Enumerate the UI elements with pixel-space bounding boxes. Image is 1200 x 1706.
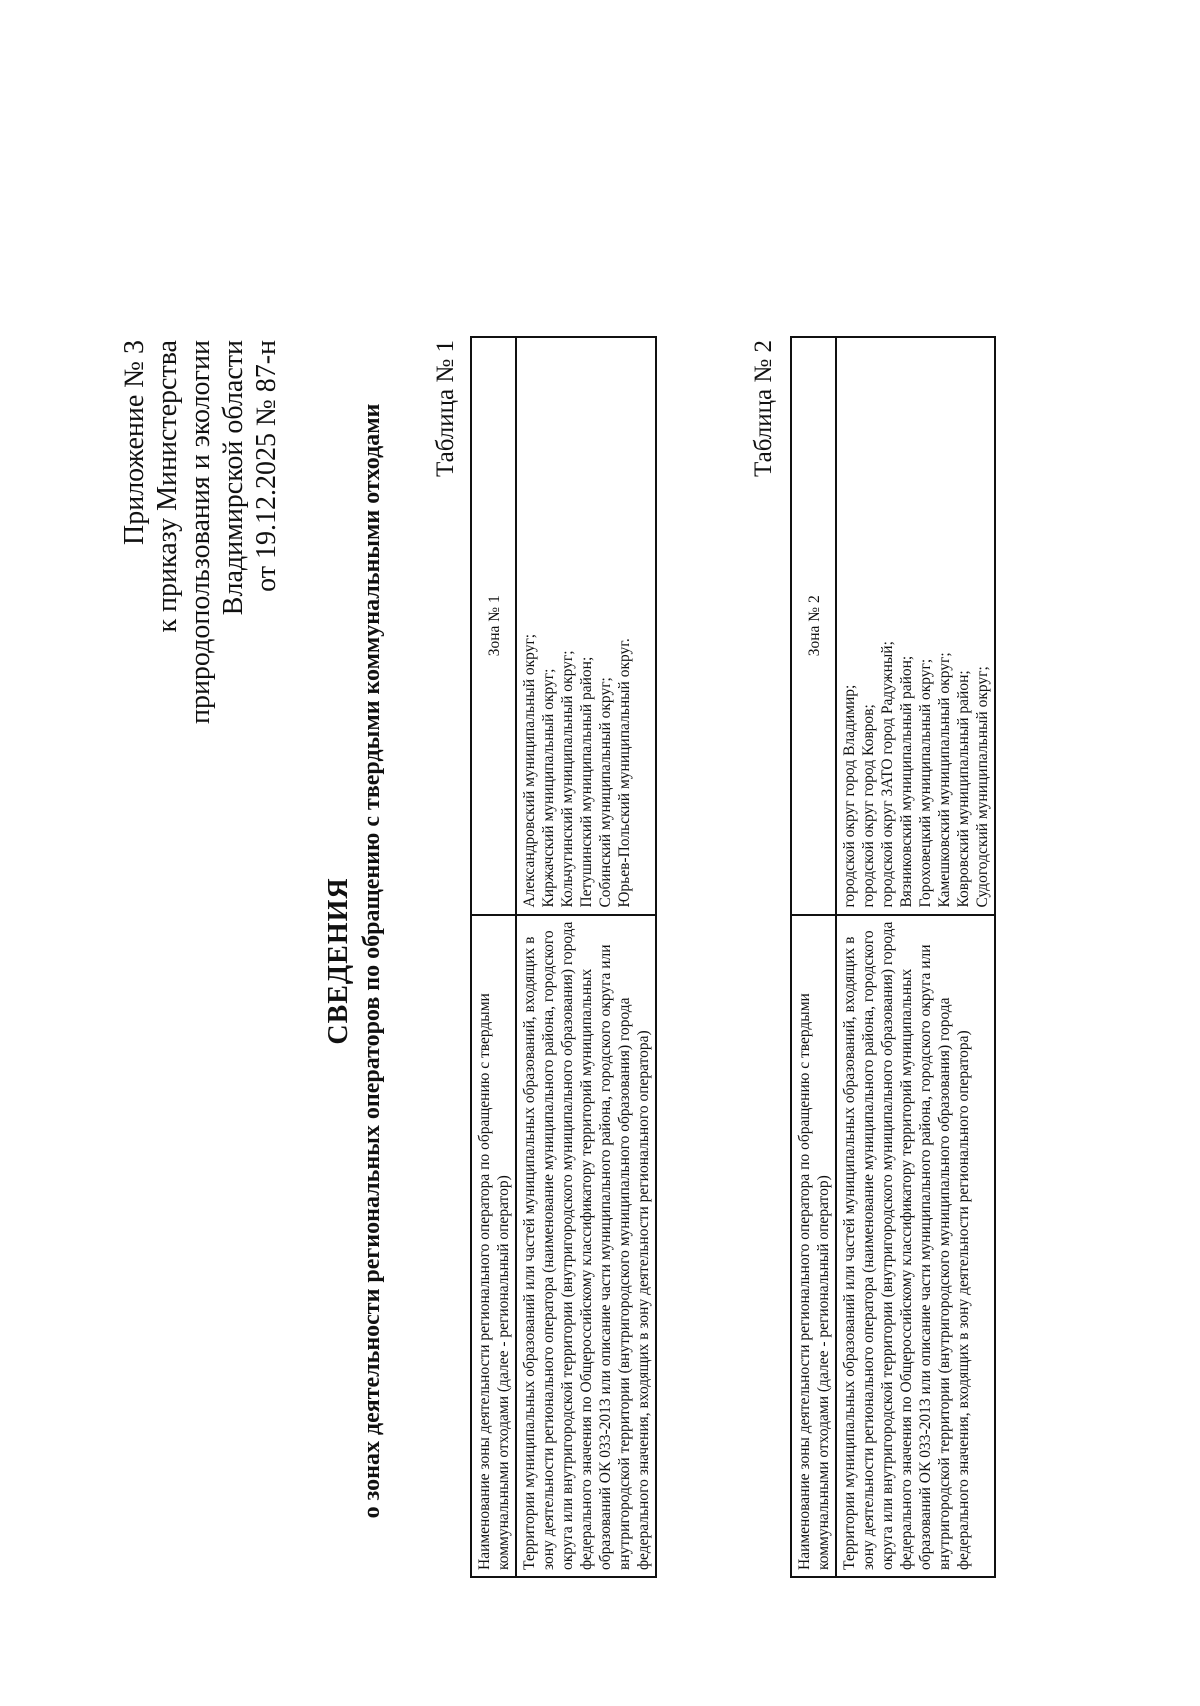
- appendix-line: природопользования и экологии: [185, 340, 216, 725]
- territory-item: Кольчугинский муниципальный округ;: [559, 650, 576, 908]
- table2-caption: Таблица № 2: [750, 340, 777, 478]
- cell-line: зону деятельности регионального оператора (наименование муниципального района, городского: [540, 930, 557, 1570]
- table-row: [516, 337, 656, 1577]
- cell-line: федерального значения по Общероссийскому классификатору территорий муниципальных: [578, 968, 595, 1570]
- cell-line: коммунальными отходами (далее - региональный оператор): [815, 1175, 832, 1570]
- territory-label-cell: [836, 915, 995, 1577]
- territory-item: Киржачский муниципальный округ;: [540, 668, 557, 908]
- table1-caption: Таблица № 1: [432, 340, 459, 478]
- zone-name-cell: Зона № 1: [471, 337, 516, 915]
- territory-item: городской округ город Владимир;: [841, 684, 858, 908]
- territory-item: Александровский муниципальный округ;: [521, 633, 538, 908]
- territory-item: Юрьев-Польский муниципальный округ.: [616, 638, 633, 908]
- cell-line: внутригородской территории (внутригородского муниципального образования) города: [616, 997, 633, 1570]
- cell-line: Наименование зоны деятельности регионального оператора по обращению с твердыми: [476, 993, 493, 1570]
- cell-line: федерального значения, входящих в зону деятельности регионального оператора): [635, 1030, 652, 1570]
- territory-item: городской округ город Ковров;: [860, 704, 877, 908]
- table-row: [791, 337, 836, 1577]
- cell-line: Территории муниципальных образований или частей муниципальных образований, входящих в: [841, 936, 858, 1570]
- document-title: СВЕДЕНИЯ: [323, 877, 354, 1045]
- cell-line: образований ОК 033-2013 или описание части муниципального района, городского округа или: [597, 944, 614, 1570]
- territory-list-cell: [836, 337, 995, 915]
- territory-list-cell: [516, 337, 656, 915]
- cell-line: Территории муниципальных образований или частей муниципальных образований, входящих в: [521, 936, 538, 1570]
- cell-line: коммунальными отходами (далее - региональный оператор): [495, 1175, 512, 1570]
- territory-item: Судогодский муниципальный округ;: [974, 666, 991, 908]
- cell-line: образований ОК 033-2013 или описание части муниципального района, городского округа или: [917, 944, 934, 1570]
- document-subtitle: о зонах деятельности региональных операторов по обращению с твердыми коммунальными отходами: [359, 403, 385, 1519]
- appendix-line: Приложение № 3: [119, 340, 150, 545]
- cell-line: Наименование зоны деятельности регионального оператора по обращению с твердыми: [796, 993, 813, 1570]
- territory-item: Петушинский муниципальный район;: [578, 656, 595, 908]
- appendix-header: [118, 340, 283, 840]
- appendix-line: Владимирской области: [218, 340, 249, 616]
- territory-item: Камешковский муниципальный округ;: [936, 652, 953, 908]
- table-row: [471, 337, 516, 1577]
- document-heading: [322, 386, 388, 1536]
- zone-name-cell: Зона № 2: [791, 337, 836, 915]
- cell-line: округа или внутригородской территории (внутригородского муниципального образования) города: [879, 921, 896, 1570]
- territory-item: городской округ ЗАТО город Радужный;: [879, 641, 896, 908]
- territory-label-cell: [516, 915, 656, 1577]
- appendix-line: от 19.12.2025 № 87-н: [251, 340, 282, 592]
- territory-item: Вязниковский муниципальный район;: [898, 655, 915, 908]
- cell-line: округа или внутригородской территории (внутригородского муниципального образования) города: [559, 921, 576, 1570]
- zone-table-2: [790, 336, 996, 1578]
- cell-line: зону деятельности регионального оператора (наименование муниципального района, городского: [860, 930, 877, 1570]
- territory-item: Ковровский муниципальный район;: [955, 670, 972, 908]
- table-row: [836, 337, 995, 1577]
- appendix-line: к приказу Министерства: [152, 340, 183, 633]
- cell-line: федерального значения по Общероссийскому классификатору территорий муниципальных: [898, 968, 915, 1570]
- territory-item: Собинский муниципальный округ;: [597, 677, 614, 908]
- territory-item: Гороховецкий муниципальный округ;: [917, 658, 934, 908]
- zone-name-label-cell: [471, 915, 516, 1577]
- cell-line: федерального значения, входящих в зону деятельности регионального оператора): [955, 1030, 972, 1570]
- zone-name-label-cell: [791, 915, 836, 1577]
- cell-line: внутригородской территории (внутригородского муниципального образования) города: [936, 997, 953, 1570]
- zone-table-1: [470, 336, 657, 1578]
